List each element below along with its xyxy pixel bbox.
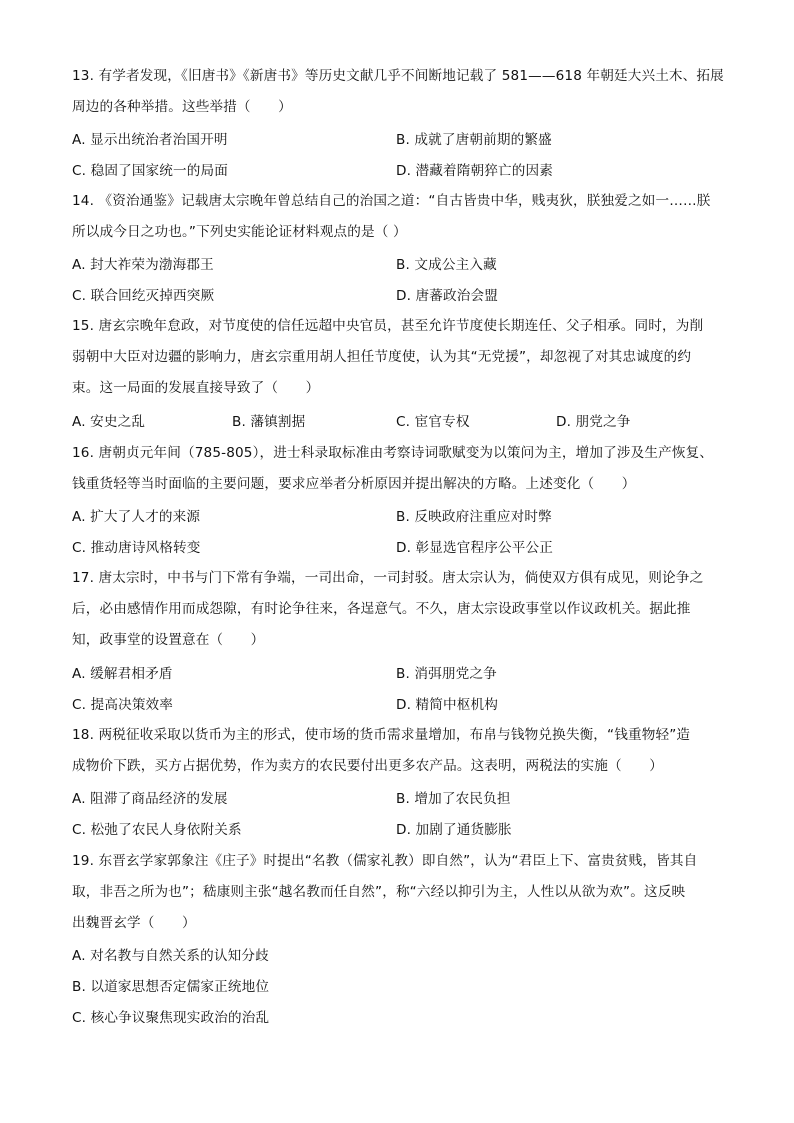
question-15-option-b: B. 藩镇割据 bbox=[232, 414, 306, 430]
question-19-option-c: C. 核心争议聚焦现实政治的治乱 bbox=[72, 1010, 270, 1026]
question-14-option-b: B. 文成公主入藏 bbox=[396, 257, 497, 273]
question-15-stem-line-1: 15. 唐玄宗晚年怠政，对节度使的信任远超中央官员，甚至允许节度使长期连任、父子相承。同时，为削 bbox=[72, 318, 704, 334]
question-15-stem-line-2: 弱朝中大臣对边疆的影响力，唐玄宗重用胡人担任节度使，认为其“无党援”，却忽视了对其忠诚度的约 bbox=[72, 349, 692, 365]
question-16-stem-line-2: 钱重货轻等当时面临的主要问题，要求应举者分析原因并提出解决的方略。上述变化（ ） bbox=[72, 476, 636, 492]
question-17-option-d: D. 精简中枢机构 bbox=[396, 697, 499, 713]
question-15-option-a: A. 安史之乱 bbox=[72, 414, 146, 430]
question-16-option-a: A. 扩大了人才的来源 bbox=[72, 509, 201, 525]
question-19-stem-line-3: 出魏晋玄学（ ） bbox=[72, 915, 196, 931]
question-13-stem-line-1: 13. 有学者发现，《旧唐书》《新唐书》等历史文献几乎不间断地记载了 581——618 年朝廷大兴土木、拓展 bbox=[72, 68, 724, 84]
question-15-option-d: D. 朋党之争 bbox=[556, 414, 631, 430]
question-19-stem-line-1: 19. 东晋玄学家郭象注《庄子》时提出“名教（儒家礼教）即自然”，认为“君臣上下、富贵贫贱，皆其自 bbox=[72, 853, 698, 869]
question-17-option-b: B. 消弭朋党之争 bbox=[396, 666, 497, 682]
question-18-option-c: C. 松弛了农民人身依附关系 bbox=[72, 822, 242, 838]
question-16-option-c: C. 推动唐诗风格转变 bbox=[72, 540, 201, 556]
question-13-stem-line-2: 周边的各种举措。这些举措（ ） bbox=[72, 99, 292, 115]
question-18-option-a: A. 阻滞了商品经济的发展 bbox=[72, 791, 228, 807]
question-13-option-a: A. 显示出统治者治国开明 bbox=[72, 132, 228, 148]
question-17-stem-line-1: 17. 唐太宗时，中书与门下常有争端，一司出命，一司封驳。唐太宗认为，倘使双方俱有成见，则论争之 bbox=[72, 570, 704, 586]
question-13-option-c: C. 稳固了国家统一的局面 bbox=[72, 163, 229, 179]
question-18-stem-line-2: 成物价下跌，买方占据优势，作为卖方的农民要付出更多农产品。这表明，两税法的实施（ ） bbox=[72, 758, 663, 774]
question-14-option-a: A. 封大祚荣为渤海郡王 bbox=[72, 257, 214, 273]
question-17-stem-line-3: 知，政事堂的设置意在（ ） bbox=[72, 632, 265, 648]
question-14-stem-line-1: 14. 《资治通鉴》记载唐太宗晚年曾总结自己的治国之道：“自古皆贵中华，贱夷狄，朕独爱之如一……朕 bbox=[72, 193, 711, 209]
question-19-option-b: B. 以道家思想否定儒家正统地位 bbox=[72, 979, 270, 995]
question-16-stem-line-1: 16. 唐朝贞元年间（785-805），进士科录取标准由考察诗词歌赋变为以策问为主，增加了涉及生产恢复、 bbox=[72, 445, 714, 461]
question-15-stem-line-3: 束。这一局面的发展直接导致了（ ） bbox=[72, 380, 320, 396]
question-17-option-c: C. 提高决策效率 bbox=[72, 697, 174, 713]
question-13-option-d: D. 潜藏着隋朝猝亡的因素 bbox=[396, 163, 553, 179]
question-18-option-d: D. 加剧了通货膨胀 bbox=[396, 822, 512, 838]
question-13-option-b: B. 成就了唐朝前期的繁盛 bbox=[396, 132, 552, 148]
question-14-option-d: D. 唐蕃政治会盟 bbox=[396, 288, 499, 304]
question-17-stem-line-2: 后，必由感情作用而成怨隙，有时论争往来，各逞意气。不久，唐太宗设政事堂以作议政机关。据此推 bbox=[72, 601, 691, 617]
question-18-option-b: B. 增加了农民负担 bbox=[396, 791, 511, 807]
question-16-option-b: B. 反映政府注重应对时弊 bbox=[396, 509, 552, 525]
question-18-stem-line-1: 18. 两税征收采取以货币为主的形式，使市场的货币需求量增加，布帛与钱物兑换失衡，“钱重物轻”造 bbox=[72, 727, 691, 743]
question-17-option-a: A. 缓解君相矛盾 bbox=[72, 666, 173, 682]
question-14-option-c: C. 联合回纥灭掉西突厥 bbox=[72, 288, 215, 304]
question-19-option-a: A. 对名教与自然关系的认知分歧 bbox=[72, 948, 269, 964]
question-16-option-d: D. 彰显选官程序公平公正 bbox=[396, 540, 553, 556]
question-15-option-c: C. 宦官专权 bbox=[396, 414, 470, 430]
question-14-stem-line-2: 所以成今日之功也。”下列史实能论证材料观点的是（ ） bbox=[72, 224, 407, 240]
question-19-stem-line-2: 取，非吾之所为也”；嵇康则主张“越名教而任自然”，称“六经以抑引为主，人性以从欲为欢”。这反映 bbox=[72, 884, 686, 900]
